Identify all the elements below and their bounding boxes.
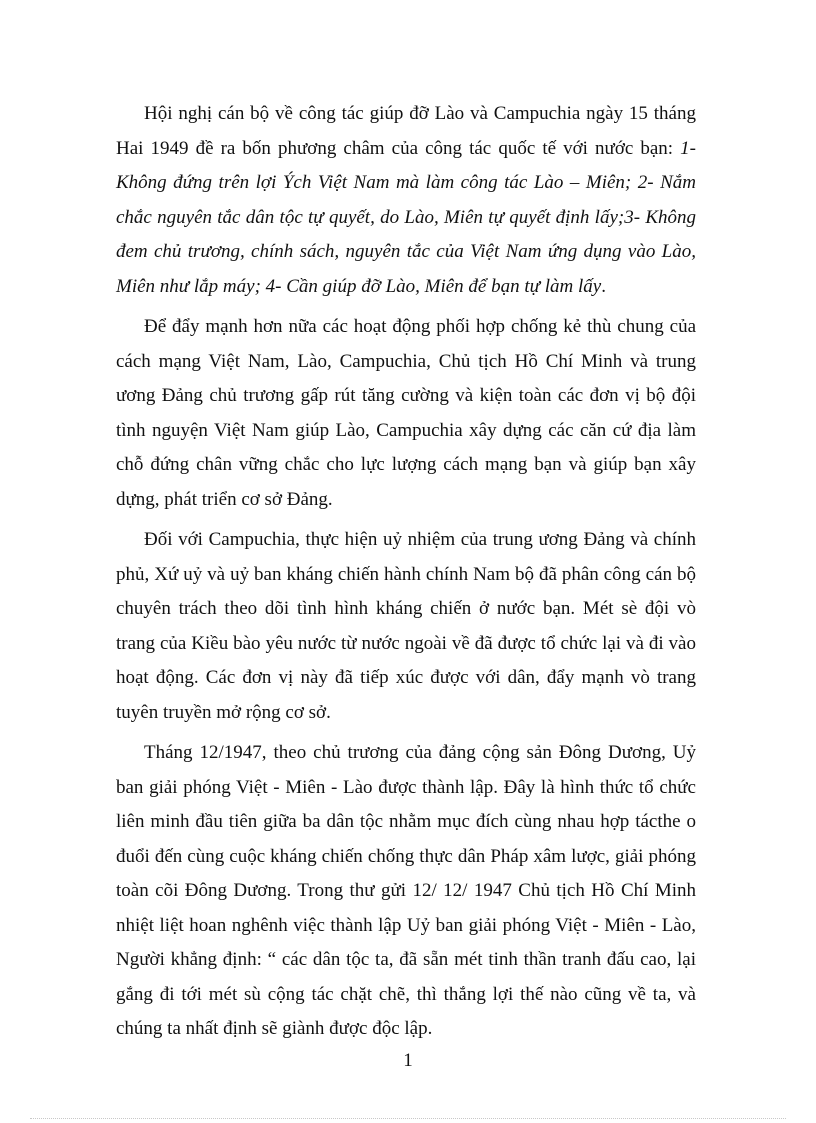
paragraph-2: Để đẩy mạnh hơn nữa các hoạt động phối hợp chống kẻ thù chung của cách mạng Việt Nam, Lào, Campuchia, Chủ tịch Hồ Chí Minh và trung ương Đảng chủ trương gấp rút tăng cường và kiện toàn các đơn vị bộ đội tình nguyện Việt Nam giúp Lào, Campuchia xây dựng các căn cứ địa làm chỗ đứng chân vững chắc cho lực lượng cách mạng bạn và giúp bạn xây dựng, phát triển cơ sở Đảng.	[116, 316, 696, 510]
paragraph-1-tail: .	[601, 275, 606, 297]
paragraph-1-italic-principles: 1- Không đứng trên lợi Ých Việt Nam mà làm công tác Lào – Miên; 2- Nắm chắc nguyên tắc dân tộc tự quyết, do Lào, Miên tự quyết định lấy;3- Không đem chủ trương, chính sách, nguyên tắc của Việt Nam ứng dụng vào Lào, Miên như lắp máy; 4- Cần giúp đỡ Lào, Miên để bạn tự làm lấy	[116, 137, 696, 297]
page-bottom-divider	[30, 1118, 786, 1119]
paragraph-1	[116, 97, 696, 304]
page-number: 1	[403, 1050, 413, 1071]
document-body	[116, 97, 696, 1053]
paragraph-4: Tháng 12/1947, theo chủ trương của đảng cộng sản Đông Dương, Uỷ ban giải phóng Việt - Miên - Lào được thành lập. Đây là hình thức tổ chức liên minh đầu tiên giữa ba dân tộc nhằm mục đích cùng nhau hợp tácthe o đuổi đến cùng cuộc kháng chiến chống thực dân Pháp xâm lược, giải phóng toàn cõi Đông Dương. Trong thư gửi 12/ 12/ 1947 Chủ tịch Hồ Chí Minh nhiệt liệt hoan nghênh việc thành lập Uỷ ban giải phóng Việt - Miên - Lào, Người khẳng định: “ các dân tộc ta, đã sẵn mét tinh thần tranh đấu cao, lại gắng đi tới mét sù cộng tác chặt chẽ, thì thắng lợi thế nào cũng về ta, và chúng ta nhất định sẽ giành được độc lập.	[116, 742, 696, 1039]
paragraph-1-text: Hội nghị cán bộ về công tác giúp đỡ Lào và Campuchia ngày 15 tháng Hai 1949 đề ra bốn phương châm của công tác quốc tế với nước bạn:	[116, 103, 696, 159]
paragraph-3: Đối với Campuchia, thực hiện uỷ nhiệm của trung ương Đảng và chính phủ, Xứ uỷ và uỷ ban kháng chiến hành chính Nam bộ đã phân công cán bộ chuyên trách theo dõi tình hình kháng chiến ở nước bạn. Mét sè đội vò trang của Kiều bào yêu nước từ nước ngoài về đã được tổ chức lại và đi vào hoạt động. Các đơn vị này đã tiếp xúc được với dân, đẩy mạnh vò trang tuyên truyền mở rộng cơ sở.	[116, 529, 696, 723]
